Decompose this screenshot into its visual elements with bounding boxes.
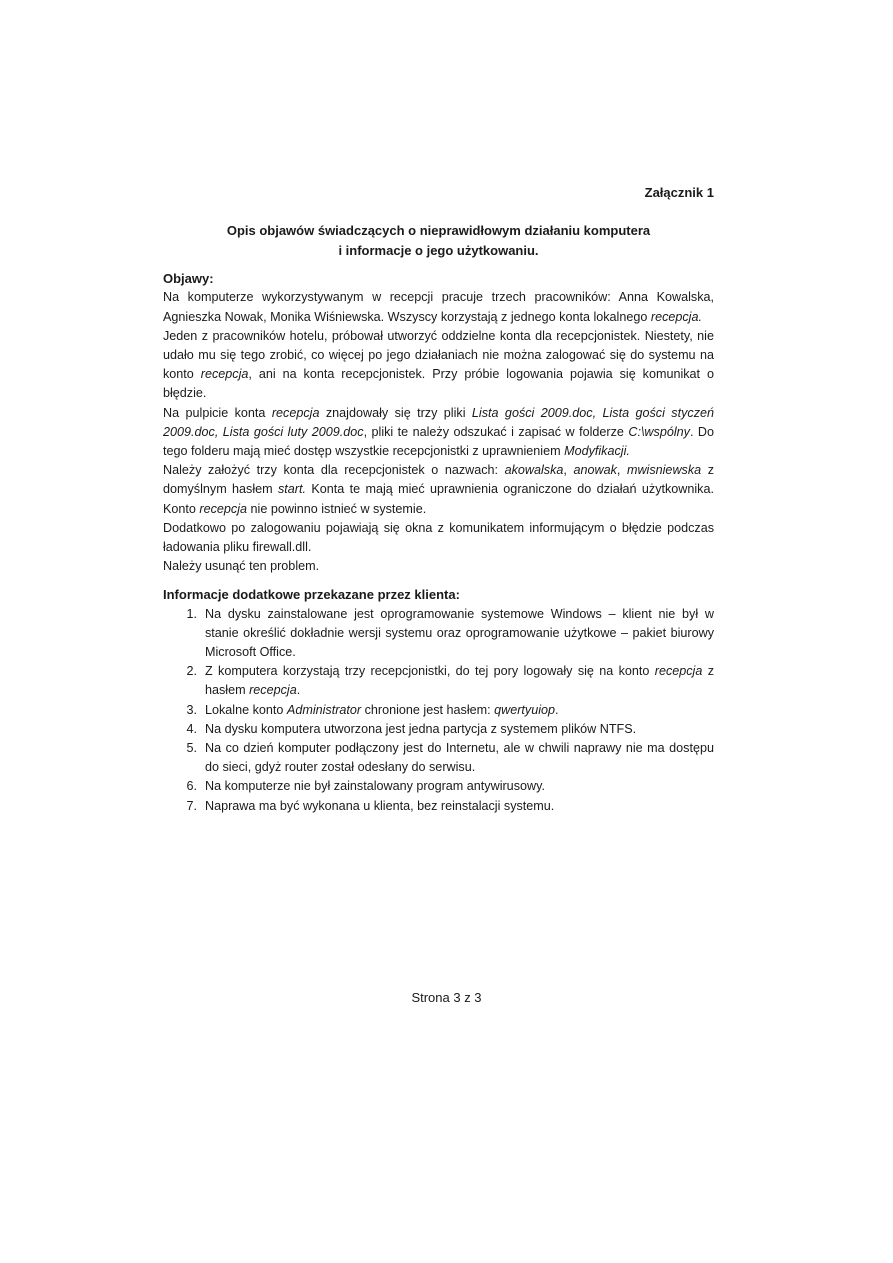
text-segment: Naprawa ma być wykonana u klienta, bez reinstalacji systemu. — [205, 798, 555, 813]
list-item-number: 5. — [186, 741, 197, 756]
list-item-number: 1. — [186, 606, 197, 621]
text-segment: , — [563, 463, 574, 478]
info-list-item — [163, 739, 714, 777]
info-list-item — [163, 662, 714, 700]
text-segment: Konta te mają mieć uprawnienia ograniczone do działań użytkownika. Konto — [163, 482, 714, 516]
text-segment: Jeden z pracowników hotelu, próbował utworzyć oddzielne konta dla recepcjonistek. Niestety, nie udało mu się tego zrobić, co więcej po jego działaniach nie można zalogować się do systemu na konto — [163, 328, 714, 382]
list-item-number: 4. — [186, 721, 197, 736]
symptom-paragraph — [163, 519, 714, 557]
document-title — [163, 221, 714, 261]
annex-label: Załącznik 1 — [644, 185, 714, 200]
italic-text-segment: akowalska — [504, 463, 564, 478]
document-page — [163, 183, 714, 816]
info-list-item — [163, 720, 714, 739]
text-segment: , pliki te należy odszukać i zapisać w folderze — [363, 424, 629, 439]
symptom-paragraph — [163, 288, 714, 326]
list-item-number: 6. — [186, 779, 197, 794]
italic-text-segment: Lista gości 2009.doc, Lista gości styczeń 2009.doc, Lista gości luty 2009.doc — [163, 405, 714, 439]
text-segment: . Do tego folderu mają mieć dostęp wszystkie recepcjonistki z uprawnieniem — [163, 424, 714, 459]
info-list-item — [163, 605, 714, 663]
text-segment: Dodatkowo po zalogowaniu pojawiają się okna z komunikatem informującym o błędzie podczas ładowania pliku firewall.dll. — [163, 520, 714, 555]
additional-info-list — [163, 605, 714, 816]
italic-text-segment: recepcja — [654, 664, 703, 679]
text-segment: Na komputerze nie był zainstalowany program antywirusowy. — [205, 779, 545, 794]
list-item-text — [205, 605, 714, 663]
text-segment: Na komputerze wykorzystywanym w recepcji pracuje trzech pracowników: Anna Kowalska, Agnieszka Nowak, Monika Wiśniewska. Wszyscy korzystają z jednego konta lokalnego — [163, 290, 714, 324]
title-line-2: i informacje o jego użytkowaniu. — [338, 243, 539, 259]
list-item-text — [205, 797, 714, 816]
text-segment: z domyślnym hasłem — [163, 463, 714, 497]
text-segment: , ani na konta recepcjonistek. Przy próbie logowania pojawia się komunikat o błędzie. — [163, 367, 714, 401]
text-segment: Należy usunąć ten problem. — [163, 559, 320, 574]
italic-text-segment: recepcja — [200, 367, 249, 382]
text-segment: Na pulpicie konta — [163, 405, 272, 420]
text-segment: znajdowały się trzy pliki — [319, 405, 472, 420]
text-segment: Na dysku komputera utworzona jest jedna partycja z systemem plików NTFS. — [205, 721, 637, 736]
list-item-text — [205, 777, 714, 796]
info-list-item — [163, 797, 714, 816]
italic-text-segment: Administrator — [286, 702, 362, 717]
text-segment: . — [555, 702, 559, 717]
text-segment: Należy założyć trzy konta dla recepcjonistek o nazwach: — [163, 463, 505, 478]
symptoms-section — [163, 288, 714, 576]
italic-text-segment: recepcja. — [650, 309, 702, 324]
italic-text-segment: mwisniewska — [626, 463, 702, 478]
text-segment: Na co dzień komputer podłączony jest do Internetu, ale w chwili naprawy nie ma dostępu do sieci, gdyż router został odesłany do serwisu. — [205, 741, 714, 775]
text-segment: nie powinno istnieć w systemie. — [247, 501, 427, 516]
text-segment: z hasłem — [205, 664, 714, 698]
list-item-number: 3. — [186, 702, 197, 717]
list-item-number: 2. — [186, 664, 197, 679]
text-segment: . — [296, 683, 301, 698]
list-item-text — [205, 739, 714, 777]
symptoms-heading: Objawy: — [163, 271, 214, 287]
italic-text-segment: qwertyuiop — [494, 702, 556, 717]
list-item-text — [205, 701, 714, 720]
italic-text-segment: C:\wspólny — [628, 424, 690, 439]
info-list-item — [163, 777, 714, 796]
list-item-number: 7. — [186, 798, 197, 813]
list-item-text — [205, 662, 714, 700]
text-segment: Na dysku zainstalowane jest oprogramowanie systemowe Windows – klient nie był w stanie określić dokładnie wersji systemu oraz oprogramowanie użytkowe – pakiet biurowy Microsoft Office. — [205, 606, 714, 660]
symptom-paragraph — [163, 327, 714, 404]
page-footer: Strona 3 z 3 — [411, 990, 482, 1005]
italic-text-segment: recepcja — [249, 683, 297, 698]
italic-text-segment: anowak — [573, 463, 617, 478]
text-segment: , — [616, 463, 627, 478]
symptom-paragraph — [163, 404, 714, 462]
italic-text-segment: recepcja — [271, 405, 320, 420]
title-line-1: Opis objawów świadczących o nieprawidłowym działaniu komputera — [226, 223, 651, 239]
italic-text-segment: Modyfikacji. — [564, 444, 630, 459]
text-segment: Lokalne konto — [205, 702, 287, 717]
italic-text-segment: recepcja — [199, 501, 248, 516]
symptom-paragraph — [163, 461, 714, 519]
italic-text-segment: start. — [277, 482, 306, 497]
text-segment: chronione jest hasłem: — [361, 702, 495, 717]
symptom-paragraph — [163, 557, 714, 576]
info-list-item — [163, 701, 714, 720]
text-segment: Z komputera korzystają trzy recepcjonistki, do tej pory logowały się na konto — [205, 664, 655, 679]
list-item-text — [205, 720, 714, 739]
additional-info-heading: Informacje dodatkowe przekazane przez klienta: — [163, 587, 460, 603]
